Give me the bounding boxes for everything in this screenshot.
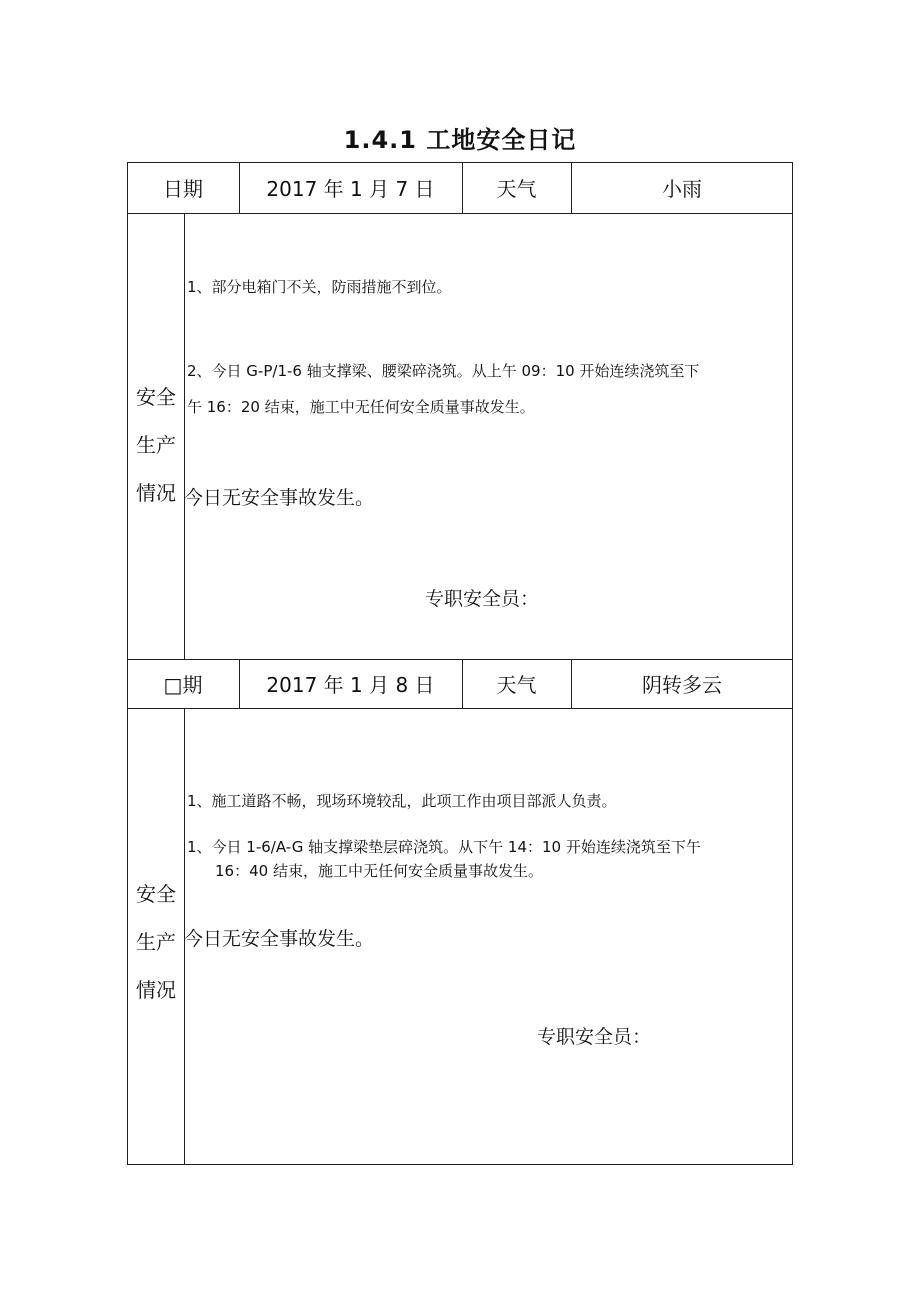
summary-text: 今日无安全事故发生。 — [184, 928, 375, 950]
safety-item: 2、今日 G-P/1-6 轴支撑梁、腰梁碎浇筑。从上午 09：10 开始连续浇筑至下 — [187, 362, 700, 380]
side-label-line: 安全 — [136, 385, 176, 409]
safety-item: 1、今日 1-6/A-G 轴支撑梁垫层碎浇筑。从下午 14：10 开始连续浇筑至下午 — [187, 838, 701, 856]
side-label-line: 情况 — [136, 481, 176, 505]
safety-item-continued: 16：40 结束，施工中无任何安全质量事故发生。 — [215, 862, 543, 880]
side-label-line: 安全 — [136, 882, 176, 906]
safety-officer-signature: 专职安全员： — [537, 1026, 652, 1048]
side-label-line: 情况 — [136, 978, 176, 1002]
col-divider — [184, 213, 185, 659]
safety-officer-signature: 专职安全员： — [425, 588, 540, 610]
weather-label: 天气 — [496, 177, 537, 201]
safety-item: 1、部分电箱门不关，防雨措施不到位。 — [187, 278, 452, 296]
row-divider — [127, 213, 793, 214]
row-divider — [127, 708, 793, 709]
weather-value: 小雨 — [662, 177, 702, 201]
safety-section-label — [129, 373, 183, 517]
safety-item: 1、施工道路不畅，现场环境较乱，此项工作由项目部派人负责。 — [187, 792, 617, 810]
side-label-line: 生产 — [136, 930, 176, 954]
weather-value: 阴转多云 — [642, 673, 722, 697]
side-label-line: 生产 — [136, 433, 176, 457]
date-label: 日期 — [163, 177, 203, 201]
summary-text: 今日无安全事故发生。 — [184, 487, 375, 509]
page-title: 1.4.1 工地安全日记 — [343, 126, 577, 154]
weather-label: 天气 — [496, 673, 537, 697]
safety-item-continued: 午 16：20 结束，施工中无任何安全质量事故发生。 — [187, 398, 535, 416]
date-label: □期 — [163, 673, 203, 697]
safety-section-label — [129, 870, 183, 1014]
date-value: 2017 年 1 月 8 日 — [266, 673, 435, 697]
date-value: 2017 年 1 月 7 日 — [266, 177, 435, 201]
